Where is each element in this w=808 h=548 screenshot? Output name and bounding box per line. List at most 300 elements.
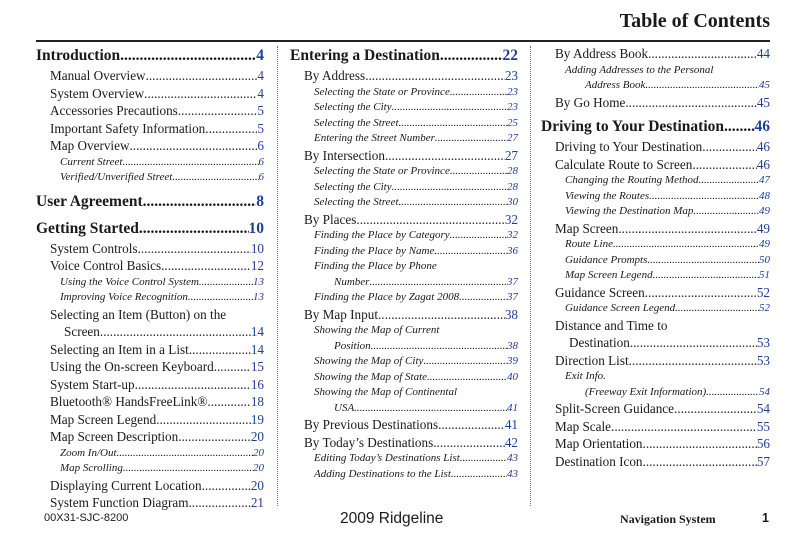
toc-subentry-link[interactable]: [290, 290, 518, 306]
toc-page-number: 27: [507, 132, 518, 144]
dot-leader: [647, 253, 759, 269]
toc-entry-title: Changing the Routing Method: [565, 174, 699, 186]
dot-leader: [629, 352, 757, 370]
dot-leader: [699, 173, 759, 189]
toc-page-number: 45: [759, 79, 770, 91]
toc-entry-title: Finding the Place by Zagat 2008: [314, 291, 460, 303]
toc-entry-link[interactable]: [36, 137, 264, 155]
toc-subentry-link[interactable]: [541, 173, 770, 189]
toc-section-link[interactable]: [36, 45, 264, 67]
toc-entry-title: Showing the Map of City: [314, 355, 424, 367]
toc-subentry-link[interactable]: [290, 131, 518, 147]
footer-section: Navigation System: [620, 512, 716, 526]
toc-page-number: 54: [759, 385, 770, 398]
toc-page-number: 54: [756, 401, 770, 416]
toc-entry-title: Entering a Destination: [290, 47, 440, 64]
toc-entry-title: Finding the Place by Name: [314, 244, 435, 257]
toc-entry-title: By Address Book: [555, 46, 649, 61]
toc-subentry-link[interactable]: [290, 244, 518, 260]
toc-entry-title: Viewing the Destination Map: [565, 205, 694, 217]
toc-section-link[interactable]: [36, 218, 264, 240]
toc-subentry-link[interactable]: [290, 370, 518, 386]
toc-entry-link[interactable]: [36, 240, 264, 258]
toc-subentry-link[interactable]: [290, 195, 518, 211]
dot-leader: [143, 191, 257, 213]
dot-leader: [459, 290, 507, 306]
toc-entry-title: Accessories Precautions: [50, 103, 178, 118]
footer-doc-code: 00X31-SJC-8200: [44, 512, 129, 524]
toc-page-number: 16: [250, 376, 264, 392]
toc-entry-title: Editing Today’s Destinations List: [314, 452, 460, 464]
toc-entry-title: By Address: [304, 68, 366, 83]
toc-subentry-link[interactable]: [541, 78, 770, 94]
toc-page-number: 37: [507, 275, 518, 288]
toc-entry-title: Adding Destinations to the List: [314, 467, 451, 480]
toc-subentry-link[interactable]: [290, 385, 518, 401]
toc-entry-title: Introduction: [36, 47, 121, 64]
toc-entry-title: Destination: [569, 335, 630, 350]
toc-entry-link[interactable]: [541, 156, 770, 174]
toc-subentry-link[interactable]: [290, 451, 518, 467]
toc-subentry-link[interactable]: [541, 189, 770, 205]
toc-entry-title: Finding the Place by Category: [314, 229, 450, 241]
dot-leader: [202, 477, 251, 495]
dot-leader: [135, 376, 251, 394]
toc-entry-title: Address Book: [585, 79, 646, 91]
toc-page-number: 20: [250, 477, 264, 493]
dot-leader: [129, 137, 257, 155]
toc-entry-link[interactable]: [541, 453, 770, 471]
dot-leader: [156, 411, 251, 429]
toc-page-number: 38: [507, 339, 518, 352]
toc-page-number: 38: [504, 306, 518, 322]
toc-entry-title: Number: [334, 275, 370, 288]
toc-page-number: 23: [504, 68, 518, 83]
toc-page-number: 41: [507, 401, 518, 414]
toc-entry-title: Improving Voice Recognition: [60, 291, 188, 303]
toc-subentry-link[interactable]: [541, 385, 770, 401]
toc-subentry-link[interactable]: [541, 237, 770, 253]
toc-entry-title: Selecting the Street: [314, 196, 399, 208]
toc-page-number: 52: [756, 284, 770, 300]
toc-entry-link[interactable]: [290, 211, 518, 229]
toc-entry-link[interactable]: [541, 418, 770, 436]
toc-entry-title: Voice Control Basics: [50, 258, 162, 273]
dot-leader: [643, 435, 757, 453]
toc-entry-link[interactable]: [36, 306, 264, 324]
toc-page-number: 15: [250, 359, 264, 374]
dot-leader: [100, 323, 251, 341]
dot-leader: [161, 257, 251, 275]
column-divider: [277, 46, 278, 506]
toc-column-1: [36, 45, 264, 512]
toc-entry-title: Guidance Prompts: [565, 253, 648, 266]
toc-page-number: 40: [507, 370, 518, 383]
dot-leader: [643, 453, 757, 471]
dot-leader: [450, 85, 507, 101]
toc-page-number: 5: [257, 103, 264, 118]
dot-leader: [399, 116, 507, 132]
dot-leader: [618, 220, 756, 238]
toc-page-number: 19: [250, 411, 264, 427]
toc-entry-link[interactable]: [36, 411, 264, 429]
toc-entry-title: Screen: [64, 324, 100, 339]
toc-page-number: 43: [507, 467, 518, 480]
dot-leader: [214, 358, 251, 376]
dot-leader: [189, 341, 251, 359]
toc-page-number: 4: [256, 47, 264, 64]
toc-subentry-link[interactable]: [290, 228, 518, 244]
dot-leader: [450, 228, 507, 244]
toc-page-number: 57: [756, 453, 770, 469]
toc-subentry-link[interactable]: [290, 323, 518, 339]
dot-leader: [724, 116, 755, 138]
toc-subentry-link[interactable]: [541, 204, 770, 220]
toc-entry-title: By Places: [304, 211, 357, 227]
toc-page-number: 6: [258, 155, 264, 168]
toc-entry-title: Map Screen Description: [50, 429, 179, 444]
toc-subentry-link[interactable]: [36, 446, 264, 462]
toc-entry-title: Adding Addresses to the Personal: [565, 63, 714, 76]
toc-entry-link[interactable]: [290, 306, 518, 324]
dot-leader: [438, 416, 505, 434]
toc-entry-link[interactable]: [541, 284, 770, 302]
toc-subentry-link[interactable]: [290, 354, 518, 370]
toc-entry-title: By Go Home: [555, 94, 626, 110]
toc-entry-title: System Controls: [50, 240, 138, 256]
dot-leader: [440, 45, 503, 67]
toc-entry-title: System Function Diagram: [50, 495, 189, 510]
toc-page-number: 4: [257, 85, 264, 101]
toc-page-number: 13: [253, 291, 264, 303]
toc-page-number: 6: [257, 138, 264, 153]
toc-entry-title: Driving to Your Destination: [555, 139, 703, 154]
dot-leader: [451, 467, 507, 483]
toc-page-number: 37: [507, 291, 518, 303]
toc-entry-title: USA: [334, 401, 355, 414]
dot-leader: [625, 94, 756, 112]
dot-leader: [675, 301, 759, 317]
toc-subentry-link[interactable]: [290, 467, 518, 483]
toc-entry-link[interactable]: [36, 85, 264, 103]
toc-entry-link[interactable]: [36, 428, 264, 446]
toc-entry-title: Position: [334, 339, 371, 352]
toc-page-number: 30: [507, 196, 518, 208]
toc-entry-title: Zoom In/Out: [60, 446, 117, 459]
dot-leader: [611, 418, 757, 436]
toc-entry-title: Direction List: [555, 352, 629, 368]
toc-entry-title: Map Orientation: [555, 436, 643, 451]
dot-leader: [649, 189, 759, 205]
toc-entry-title: Selecting the City: [314, 101, 392, 113]
toc-entry-title: Map Screen Legend: [50, 411, 157, 427]
toc-page-number: 46: [756, 139, 770, 154]
dot-leader: [199, 275, 253, 291]
dot-leader: [630, 334, 757, 352]
toc-subentry-link[interactable]: [290, 180, 518, 196]
toc-entry-link[interactable]: [36, 477, 264, 495]
dot-leader: [146, 67, 258, 85]
toc-page-number: 46: [756, 156, 770, 172]
dot-leader: [371, 339, 507, 355]
toc-subentry-link[interactable]: [290, 259, 518, 275]
dot-leader: [450, 164, 507, 180]
toc-entry-title: Destination Icon: [555, 453, 643, 469]
toc-entry-title: User Agreement: [36, 192, 143, 210]
toc-page-number: 53: [756, 335, 770, 350]
toc-entry-link[interactable]: [290, 67, 518, 85]
toc-page-number: 10: [250, 240, 264, 256]
dot-leader: [392, 100, 507, 116]
toc-subentry-link[interactable]: [36, 155, 264, 171]
toc-page-number: 27: [504, 147, 518, 163]
toc-entry-link[interactable]: [290, 416, 518, 434]
dot-leader: [392, 180, 507, 196]
toc-entry-link[interactable]: [541, 220, 770, 238]
dot-leader: [433, 434, 505, 452]
toc-entry-title: Using the Voice Control System: [60, 275, 199, 288]
toc-entry-title: Map Scale: [555, 418, 612, 434]
dot-leader: [144, 85, 257, 103]
toc-column-2: [290, 45, 518, 482]
toc-entry-link[interactable]: [36, 358, 264, 376]
toc-entry-title: Map Screen: [555, 220, 619, 236]
title-rule: [36, 40, 770, 42]
toc-entry-link[interactable]: [541, 138, 770, 156]
toc-section-link[interactable]: [290, 45, 518, 67]
toc-entry-title: Showing the Map of Current: [314, 324, 440, 336]
dot-leader: [423, 354, 507, 370]
toc-subentry-link[interactable]: [36, 275, 264, 291]
dot-leader: [123, 461, 253, 477]
toc-entry-title: Showing the Map of State: [314, 370, 428, 383]
toc-page-number: 41: [504, 417, 518, 432]
toc-entry-title: By Today’s Destinations: [304, 434, 434, 450]
toc-entry-title: Getting Started: [36, 219, 139, 237]
toc-page-number: 25: [507, 116, 518, 129]
dot-leader: [434, 244, 507, 260]
dot-leader: [354, 401, 507, 417]
toc-entry-title: Verified/Unverified Street: [60, 171, 173, 183]
toc-entry-title: Split-Screen Guidance: [555, 401, 675, 416]
toc-subentry-link[interactable]: [290, 116, 518, 132]
toc-page-number: 46: [754, 118, 770, 135]
toc-entry-title: Map Overview: [50, 138, 130, 153]
toc-entry-link[interactable]: [541, 334, 770, 352]
toc-subentry-link[interactable]: [290, 100, 518, 116]
toc-page-number: 48: [759, 189, 770, 202]
toc-entry-title: Selecting the Street: [314, 116, 399, 129]
toc-entry-link[interactable]: [541, 45, 770, 63]
toc-entry-link[interactable]: [541, 400, 770, 418]
toc-entry-title: System Overview: [50, 85, 145, 101]
dot-leader: [460, 451, 507, 467]
toc-page-number: 20: [250, 429, 264, 444]
toc-entry-title: Finding the Place by Phone: [314, 260, 437, 272]
dot-leader: [356, 211, 504, 229]
toc-page-number: 49: [759, 205, 770, 217]
toc-page-number: 28: [507, 180, 518, 193]
toc-entry-title: Selecting an Item in a List: [50, 341, 189, 357]
toc-page-number: 49: [759, 238, 770, 250]
toc-entry-link[interactable]: [36, 120, 264, 138]
toc-entry-link[interactable]: [541, 435, 770, 453]
toc-subentry-link[interactable]: [290, 164, 518, 180]
toc-entry-link[interactable]: [290, 147, 518, 165]
toc-page-number: 53: [756, 352, 770, 368]
toc-entry-title: Selecting the State or Province: [314, 85, 450, 98]
toc-entry-title: Route Line: [565, 238, 613, 250]
toc-entry-title: Bluetooth® HandsFreeLink®: [50, 394, 208, 409]
toc-page-number: 36: [507, 244, 518, 257]
toc-entry-link[interactable]: [36, 494, 264, 512]
toc-entry-link[interactable]: [541, 317, 770, 335]
toc-subentry-link[interactable]: [36, 290, 264, 306]
dot-leader: [385, 147, 505, 165]
toc-page-number: 50: [759, 253, 770, 266]
toc-entry-title: Guidance Screen Legend: [565, 302, 676, 314]
dot-leader: [692, 156, 756, 174]
dot-leader: [435, 131, 507, 147]
toc-entry-title: Map Screen Legend: [565, 269, 653, 281]
toc-entry-link[interactable]: [36, 341, 264, 359]
toc-entry-title: Current Street: [60, 155, 123, 168]
toc-entry-title: Displaying Current Location: [50, 477, 202, 493]
toc-subentry-link[interactable]: [541, 63, 770, 79]
dot-leader: [365, 67, 505, 85]
toc-page-number: 10: [248, 219, 264, 237]
toc-page-number: 56: [756, 436, 770, 451]
toc-subentry-link[interactable]: [36, 461, 264, 477]
toc-entry-title: Exit Info.: [565, 370, 606, 382]
toc-entry-link[interactable]: [541, 94, 770, 112]
toc-page-number: 51: [759, 269, 770, 281]
dot-leader: [178, 428, 251, 446]
toc-page-number: 47: [759, 174, 770, 186]
dot-leader: [178, 102, 258, 120]
toc-page-number: 8: [256, 192, 264, 210]
toc-section-link[interactable]: [36, 191, 264, 213]
dot-leader: [613, 237, 759, 253]
toc-entry-title: Using the On-screen Keyboard: [50, 359, 214, 374]
toc-page-number: 23: [507, 101, 518, 113]
dot-leader: [139, 218, 249, 240]
toc-subentry-link[interactable]: [290, 85, 518, 101]
dot-leader: [427, 370, 507, 386]
toc-entry-title: Distance and Time to: [555, 317, 668, 333]
toc-entry-title: System Start-up: [50, 376, 135, 392]
toc-entry-title: Manual Overview: [50, 68, 146, 83]
toc-page-number: 5: [257, 120, 264, 136]
dot-leader: [653, 268, 759, 284]
toc-subentry-link[interactable]: [290, 275, 518, 291]
toc-page-number: 39: [507, 355, 518, 367]
toc-subentry-link[interactable]: [541, 253, 770, 269]
toc-entry-title: Map Scrolling: [60, 462, 123, 474]
toc-page-number: 42: [504, 434, 518, 450]
dot-leader: [117, 446, 253, 462]
dot-leader: [706, 385, 759, 401]
toc-entry-title: Selecting the State or Province: [314, 165, 450, 177]
toc-entry-title: Calculate Route to Screen: [555, 156, 693, 172]
toc-entry-title: Showing the Map of Continental: [314, 386, 457, 398]
toc-entry-link[interactable]: [36, 102, 264, 120]
toc-page-number: 32: [504, 211, 518, 227]
toc-subentry-link[interactable]: [541, 268, 770, 284]
page-title: Table of Contents: [619, 10, 770, 32]
toc-subentry-link[interactable]: [36, 170, 264, 186]
toc-page-number: 12: [250, 258, 264, 273]
toc-page-number: 55: [756, 418, 770, 434]
toc-entry-title: Selecting the City: [314, 180, 392, 193]
toc-entry-link[interactable]: [36, 376, 264, 394]
dot-leader: [138, 240, 251, 258]
dot-leader: [369, 275, 507, 291]
toc-page-number: 18: [250, 394, 264, 409]
toc-entry-link[interactable]: [541, 352, 770, 370]
toc-column-3: [541, 45, 770, 470]
toc-page-number: 43: [507, 452, 518, 464]
toc-section-link[interactable]: [541, 116, 770, 138]
toc-page-number: 14: [250, 324, 264, 339]
toc-page-number: 13: [253, 275, 264, 288]
toc-page-number: 4: [257, 68, 264, 83]
toc-entry-title: Driving to Your Destination: [541, 118, 724, 135]
footer-model: 2009 Ridgeline: [340, 510, 444, 527]
dot-leader: [693, 204, 759, 220]
toc-entry-title: Important Safety Information: [50, 120, 206, 136]
toc-page-number: 22: [502, 47, 518, 64]
toc-page-number: 49: [756, 220, 770, 236]
toc-page-number: 20: [253, 462, 264, 474]
toc-entry-title: Selecting an Item (Button) on the: [50, 306, 227, 322]
dot-leader: [378, 306, 505, 324]
toc-page-number: 20: [253, 446, 264, 459]
toc-page-number: 28: [507, 165, 518, 177]
toc-page-number: 32: [507, 229, 518, 241]
toc-entry-link[interactable]: [290, 434, 518, 452]
toc-subentry-link[interactable]: [541, 301, 770, 317]
toc-entry-link[interactable]: [36, 257, 264, 275]
toc-page-number: 44: [756, 46, 770, 61]
toc-page-number: 52: [759, 302, 770, 314]
toc-page-number: 23: [507, 85, 518, 98]
toc-subentry-link[interactable]: [290, 339, 518, 355]
dot-leader: [122, 155, 258, 171]
dot-leader: [205, 120, 257, 138]
dot-leader: [207, 393, 250, 411]
dot-leader: [188, 494, 250, 512]
toc-subentry-link[interactable]: [541, 369, 770, 385]
toc-entry-title: Guidance Screen: [555, 284, 645, 300]
toc-entry-title: By Intersection: [304, 147, 385, 163]
dot-leader: [648, 45, 757, 63]
dot-leader: [172, 170, 258, 186]
toc-entry-title: Entering the Street Number: [314, 132, 435, 144]
dot-leader: [120, 45, 256, 67]
toc-page-number: 6: [258, 171, 264, 183]
toc-entry-link[interactable]: [36, 323, 264, 341]
toc-entry-title: By Map Input: [304, 306, 378, 322]
toc-entry-link[interactable]: [36, 393, 264, 411]
toc-page-number: 14: [250, 341, 264, 357]
footer-page-number: 1: [762, 511, 769, 525]
toc-subentry-link[interactable]: [290, 401, 518, 417]
toc-entry-link[interactable]: [36, 67, 264, 85]
dot-leader: [702, 138, 757, 156]
toc-entry-title: Viewing the Routes: [565, 189, 650, 202]
dot-leader: [645, 78, 759, 94]
